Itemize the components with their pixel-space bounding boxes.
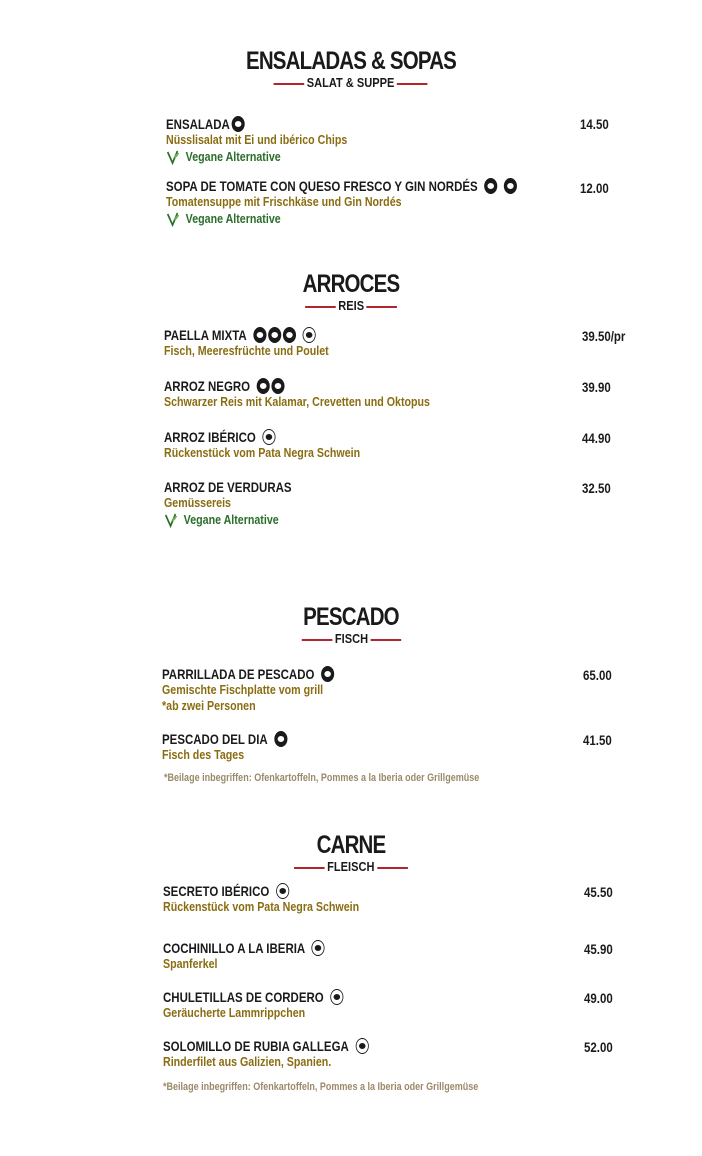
vegan-alternative: Vegane Alternative xyxy=(166,210,517,228)
beef-icon xyxy=(355,1038,368,1054)
item-description: Nüsslisalat mit Ei und ibérico Chips xyxy=(166,132,348,147)
section-header-arroces xyxy=(0,271,702,315)
section-title: ENSALADAS & SOPAS xyxy=(245,47,457,75)
vegan-alternative: Vegane Alternative xyxy=(164,511,292,529)
section-subtitle xyxy=(334,632,367,646)
vegan-leaf-icon xyxy=(164,512,179,528)
red-divider xyxy=(294,867,325,869)
menu-item xyxy=(164,327,365,359)
crustacean-allergen-icon xyxy=(268,327,281,343)
item-description: Rinderfilet aus Galizien, Spanien. xyxy=(163,1054,332,1069)
item-description: Spanferkel xyxy=(163,956,218,971)
red-divider xyxy=(301,639,332,641)
item-description: Rückenstück vom Pata Negra Schwein xyxy=(163,899,360,914)
item-name: CHULETILLAS DE CORDERO xyxy=(163,989,343,1005)
crustacean-allergen-icon xyxy=(271,378,284,394)
lamb-icon xyxy=(330,989,343,1005)
pork-icon xyxy=(262,429,275,445)
vegan-leaf-icon xyxy=(166,149,181,165)
side-dish-note: *Beilage inbegriffen: Ofenkartoffeln, Pommes a la Iberia oder Grillgemüse xyxy=(163,1081,479,1093)
item-name: ENSALADA xyxy=(166,116,347,132)
section-subtitle-text: FISCH xyxy=(334,631,368,646)
item-description: Fisch des Tages xyxy=(162,747,245,762)
item-name: PESCADO DEL DIA xyxy=(162,731,287,747)
item-description: Schwarzer Reis mit Kalamar, Crevetten und Oktopus xyxy=(164,394,431,409)
item-name: PAELLA MIXTA xyxy=(164,327,329,343)
item-price: 44.90 xyxy=(582,430,611,446)
menu-item xyxy=(163,1038,414,1070)
menu-item xyxy=(166,116,387,166)
item-name: SECRETO IBÉRICO xyxy=(163,883,359,899)
item-name: SOLOMILLO DE RUBIA GALLEGA xyxy=(163,1038,368,1054)
item-name: COCHINILLO A LA IBERIA xyxy=(163,940,325,956)
fish-allergen-icon xyxy=(253,327,266,343)
section-subtitle-text: FLEISCH xyxy=(327,859,375,874)
item-price: 39.50/pr xyxy=(582,328,626,344)
item-price: 39.90 xyxy=(582,379,611,395)
item-name: ARROZ DE VERDURAS xyxy=(164,479,292,495)
menu-item xyxy=(163,940,360,972)
section-subtitle-text: REIS xyxy=(338,298,364,313)
section-title: ARROCES xyxy=(302,270,400,298)
red-divider xyxy=(274,83,305,85)
fish-allergen-icon xyxy=(257,378,270,394)
menu-item xyxy=(162,666,372,714)
item-price: 41.50 xyxy=(583,732,612,748)
pork-icon xyxy=(276,883,289,899)
item-name: ARROZ IBÉRICO xyxy=(164,429,360,445)
vegan-leaf-icon xyxy=(166,211,181,227)
menu-item xyxy=(162,731,315,763)
item-price: 52.00 xyxy=(584,1039,613,1055)
section-subtitle-text: SALAT & SUPPE xyxy=(307,75,395,90)
item-price: 32.50 xyxy=(582,480,611,496)
menu-item xyxy=(164,429,403,461)
chicken-icon xyxy=(302,327,315,343)
mollusc-allergen-icon xyxy=(283,327,296,343)
item-description-note: *ab zwei Personen xyxy=(162,698,256,713)
red-divider xyxy=(370,639,401,641)
item-price: 14.50 xyxy=(580,116,609,132)
milk-allergen-icon xyxy=(484,178,497,194)
menu-item xyxy=(166,178,594,228)
vegan-alternative: Vegane Alternative xyxy=(166,148,347,166)
alcohol-allergen-icon xyxy=(504,178,517,194)
menu-item xyxy=(163,883,402,915)
menu-item xyxy=(164,378,488,410)
menu-item xyxy=(163,989,383,1021)
section-title: CARNE xyxy=(316,831,386,859)
item-description: Gemischte Fischplatte vom grill xyxy=(162,682,324,697)
section-header-carne xyxy=(0,832,702,876)
fish-allergen-icon xyxy=(274,731,287,747)
item-description: Gemüssereis xyxy=(164,495,231,510)
item-name: SOPA DE TOMATE CON QUESO FRESCO Y GIN NORDÉS xyxy=(166,178,517,194)
item-price: 45.90 xyxy=(584,941,613,957)
menu-item xyxy=(164,479,320,529)
item-price: 12.00 xyxy=(580,180,609,196)
section-subtitle xyxy=(307,76,395,90)
item-description: Tomatensuppe mit Frischkäse und Gin Nordés xyxy=(166,194,402,209)
section-header-ensaladas xyxy=(0,48,702,92)
red-divider xyxy=(305,306,336,308)
pork-icon xyxy=(312,940,325,956)
red-divider xyxy=(366,306,397,308)
egg-allergen-icon xyxy=(231,116,244,132)
item-price: 49.00 xyxy=(584,990,613,1006)
fish-allergen-icon xyxy=(321,666,334,682)
item-price: 45.50 xyxy=(584,884,613,900)
section-title: PESCADO xyxy=(303,603,399,631)
side-dish-note: *Beilage inbegriffen: Ofenkartoffeln, Pommes a la Iberia oder Grillgemüse xyxy=(164,772,480,784)
section-header-pescado xyxy=(0,604,702,648)
section-subtitle xyxy=(327,860,374,874)
red-divider xyxy=(377,867,408,869)
item-price: 65.00 xyxy=(583,667,612,683)
item-name: PARRILLADA DE PESCADO xyxy=(162,666,334,682)
item-description: Fisch, Meeresfrüchte und Poulet xyxy=(164,343,329,358)
item-description: Rückenstück vom Pata Negra Schwein xyxy=(164,445,361,460)
item-description: Geräucherte Lammrippchen xyxy=(163,1005,306,1020)
red-divider xyxy=(397,83,428,85)
item-name: ARROZ NEGRO xyxy=(164,378,430,394)
section-subtitle xyxy=(338,299,364,313)
